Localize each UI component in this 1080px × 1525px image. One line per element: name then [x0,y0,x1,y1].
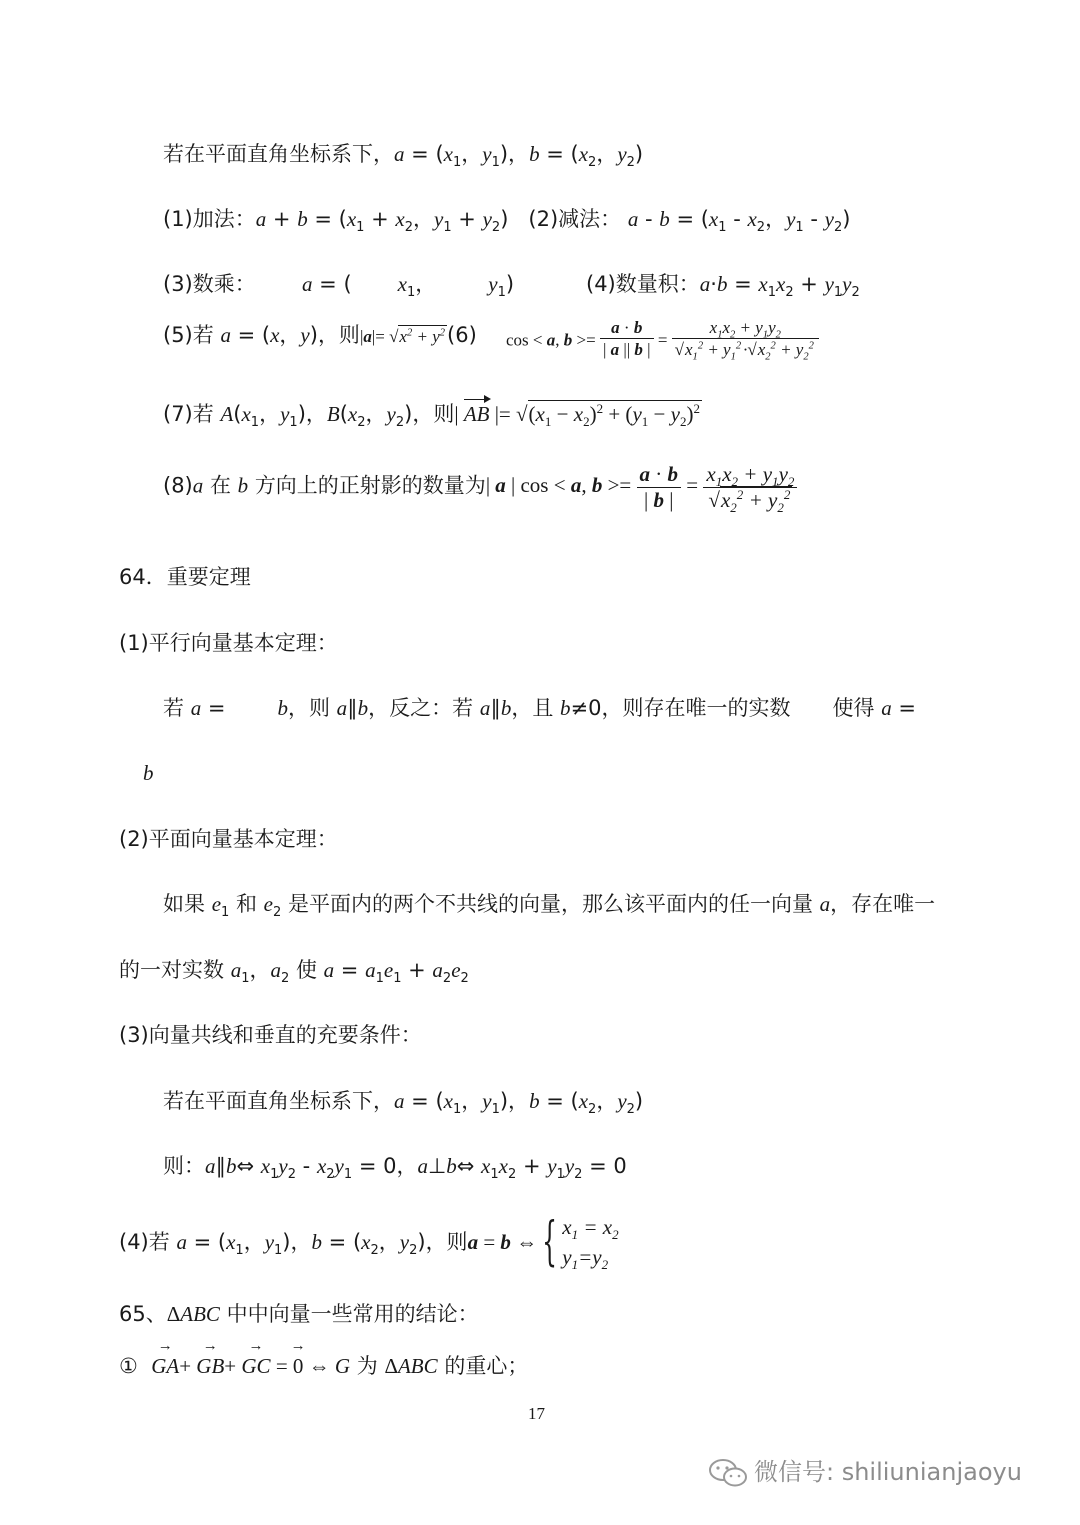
parallel-theorem-line-2: b [143,761,154,785]
subsection-2-title: (2)平面向量基本定理： [119,827,338,851]
wechat-id: 微信号: shiliunianjaoyu [754,1458,1022,1486]
page-number: 17 [528,1404,545,1423]
collinear-coords-line: 若在平面直角坐标系下，$a = (x_1$，$y_1$)，$b = (x_2$，$y_2$) [163,1089,644,1118]
parallel-theorem-line-1: 若 a = b，则 a∥b，反之：若 a∥b，且 b≠0，则存在唯一的实数 使得 a = [163,696,916,720]
distance-line: (7)若 $A(x_1$，$y_1$)，$B(x_2$，$y_2$)，则| AB |= $√(x_1 - x_2)^2 + (y_1 - y_2)^2$ [163,401,700,431]
scalar-formula: a = ( $x_1$， $y_1$) [302,272,515,301]
basis-theorem-line-1: 如果 $e_1$ 和 $e_2$ 是平面内的两个不共线的向量，那么该平面内的任一向量 a，存在唯一 [163,892,936,921]
basis-theorem-line-2: 的一对实数 $a_1$，$a_2$ 使 $a = a_1e_1 + a_2e_2$ [119,958,469,987]
subsection-3-title: (3)向量共线和垂直的充要条件： [119,1023,422,1047]
cosine-formula: cos < a, b >= $\frac{a \cdot b}{| a || b |}$ = $\frac{x_1x_2 + y_1y_2}{√x_1^2 + y_1^2 \cdot√x_2^2 + y_2^2}$ [506,325,819,358]
dot-product-formula: (4)数量积：$a\cdot b = x_1x_2 + y_1y_2$ [586,272,860,301]
coords-line-1: 若在平面直角坐标系下，$a = (x_1$，$y_1$)，$b = (x_2$，$y_2$) [163,142,644,171]
centroid-line: ① → GA+ → GB+ → GC = → 0 ⇔ G 为 ΔABC 的重心； [119,1356,528,1377]
section-65-title: 65、ΔABC 中中向量一些常用的结论： [119,1302,479,1326]
subsection-1-title: (1)平行向量基本定理： [119,631,338,655]
collinear-condition-line: 则：a∥b⇔ $x_1y_2 - x_2y_1 = 0$，a⊥b⇔ $x_1x_2 + y_1y_2 = 0$ [163,1154,627,1183]
scalar-dot-line: (3)数乘： [163,272,256,296]
add-sub-line: (1)加法：$a + b = (x_1 + x_2$，$y_1 + y_2$) (2)减法： $a - b = (x_1 - x_2$，$y_1 - y_2$) [163,207,851,236]
equality-condition-line: (4)若 $a = (x_1$，$y_1$)，$b = (x_2$，$y_2$)，则a = b ⇔{ $x_1 = x_2$ $y_1=y_2$ [119,1212,619,1273]
magnitude-line: (5)若 a = (x，y)，则$|a|= √x^2 + y^2(6)$ [163,323,477,347]
wechat-watermark [708,1452,1022,1489]
projection-line: (8)a 在 b 方向上的正射影的数量为| a | cos < a, b >= $\frac{a \cdot b}{| b |}$ = $\frac{x_1x_2 + y_1y_2}{√x_2^2 + y_2^2}$ [163,464,797,511]
wechat-icon [708,1458,754,1486]
section-64-title: 64．重要定理 [119,565,251,589]
